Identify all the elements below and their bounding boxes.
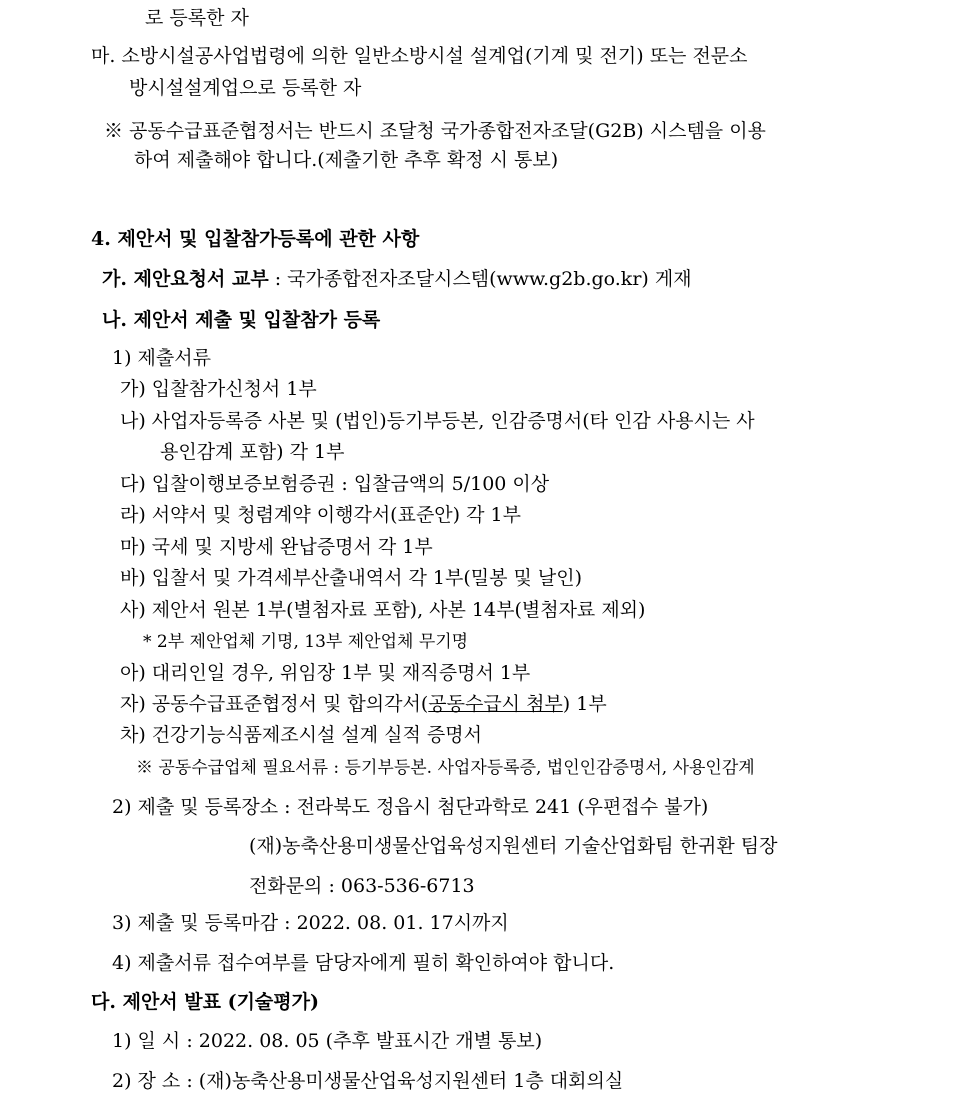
doc-item-i bbox=[120, 689, 607, 719]
item-na-heading: 나. 제안서 제출 및 입찰참가 등록 bbox=[102, 309, 381, 331]
doc-item-e: 마) 국세 및 지방세 완납증명서 각 1부 bbox=[120, 536, 433, 558]
doc-item-f: 바) 입찰서 및 가격세부산출내역서 각 1부(밀봉 및 날인) bbox=[120, 567, 583, 589]
presentation-place: 2) 장 소 : (재)농축산용미생물산업육성지원센터 1층 대회의실 bbox=[112, 1070, 624, 1092]
item-ma-line1: 마. 소방시설공사업법령에 의한 일반소방시설 설계업(기계 및 전기) 또는 전문소 bbox=[91, 45, 748, 67]
docs-heading: 1) 제출서류 bbox=[112, 347, 211, 369]
doc-item-g-note: * 2부 제안업체 기명, 13부 제안업체 무기명 bbox=[143, 632, 469, 652]
presentation-heading: 다. 제안서 발표 (기술평가) bbox=[91, 991, 319, 1013]
submit-place-org: (재)농축산용미생물산업육성지원센터 기술산업화팀 한귀환 팀장 bbox=[249, 835, 778, 857]
doc-item-c: 다) 입찰이행보증보험증권 : 입찰금액의 5/100 이상 bbox=[120, 473, 550, 495]
docs-note: ※ 공동수급업체 필요서류 : 등기부등본. 사업자등록증, 법인인감증명서, 사용인감계 bbox=[136, 758, 755, 778]
doc-item-j: 차) 건강기능식품제조시설 설계 실적 증명서 bbox=[120, 724, 482, 746]
note-g2b-line1: ※ 공동수급표준협정서는 반드시 조달청 국가종합전자조달(G2B) 시스템을 이용 bbox=[104, 120, 766, 142]
presentation-date: 1) 일 시 : 2022. 08. 05 (추후 발표시간 개별 통보) bbox=[112, 1030, 543, 1052]
doc-item-b-line2: 용인감계 포함) 각 1부 bbox=[160, 441, 345, 463]
doc-item-i-underlined: 공동수급시 첨부 bbox=[428, 693, 563, 715]
doc-item-i-pre: 자) 공동수급표준협정서 및 합의각서( bbox=[120, 693, 429, 715]
item-ga-label: 가. 제안요청서 교부 bbox=[102, 268, 269, 290]
submit-confirm: 4) 제출서류 접수여부를 담당자에게 필히 확인하여야 합니다. bbox=[112, 952, 615, 974]
doc-item-h: 아) 대리인일 경우, 위임장 1부 및 재직증명서 1부 bbox=[120, 662, 531, 684]
submit-place-phone: 전화문의 : 063-536-6713 bbox=[249, 875, 475, 897]
item-ga-text: : 국가종합전자조달시스템(www.g2b.go.kr) 게재 bbox=[268, 268, 692, 290]
doc-item-b-line1: 나) 사업자등록증 사본 및 (법인)등기부등본, 인감증명서(타 인감 사용시는 사 bbox=[120, 410, 755, 432]
note-g2b-line2: 하여 제출해야 합니다.(제출기한 추후 확정 시 통보) bbox=[134, 149, 559, 171]
section4-heading: 4. 제안서 및 입찰참가등록에 관한 사항 bbox=[91, 228, 420, 250]
doc-item-g: 사) 제안서 원본 1부(별첨자료 포함), 사본 14부(별첨자료 제외) bbox=[120, 599, 646, 621]
continued-line: 로 등록한 자 bbox=[145, 7, 249, 29]
doc-item-d: 라) 서약서 및 청렴계약 이행각서(표준안) 각 1부 bbox=[120, 504, 521, 526]
doc-item-i-post: ) 1부 bbox=[562, 693, 607, 715]
item-ma-line2: 방시설설계업으로 등록한 자 bbox=[129, 77, 362, 99]
submit-place: 2) 제출 및 등록장소 : 전라북도 정읍시 첨단과학로 241 (우편접수 불가) bbox=[112, 796, 709, 818]
submit-deadline: 3) 제출 및 등록마감 : 2022. 08. 01. 17시까지 bbox=[112, 912, 509, 934]
item-ga bbox=[102, 264, 692, 294]
doc-item-a: 가) 입찰참가신청서 1부 bbox=[120, 378, 317, 400]
